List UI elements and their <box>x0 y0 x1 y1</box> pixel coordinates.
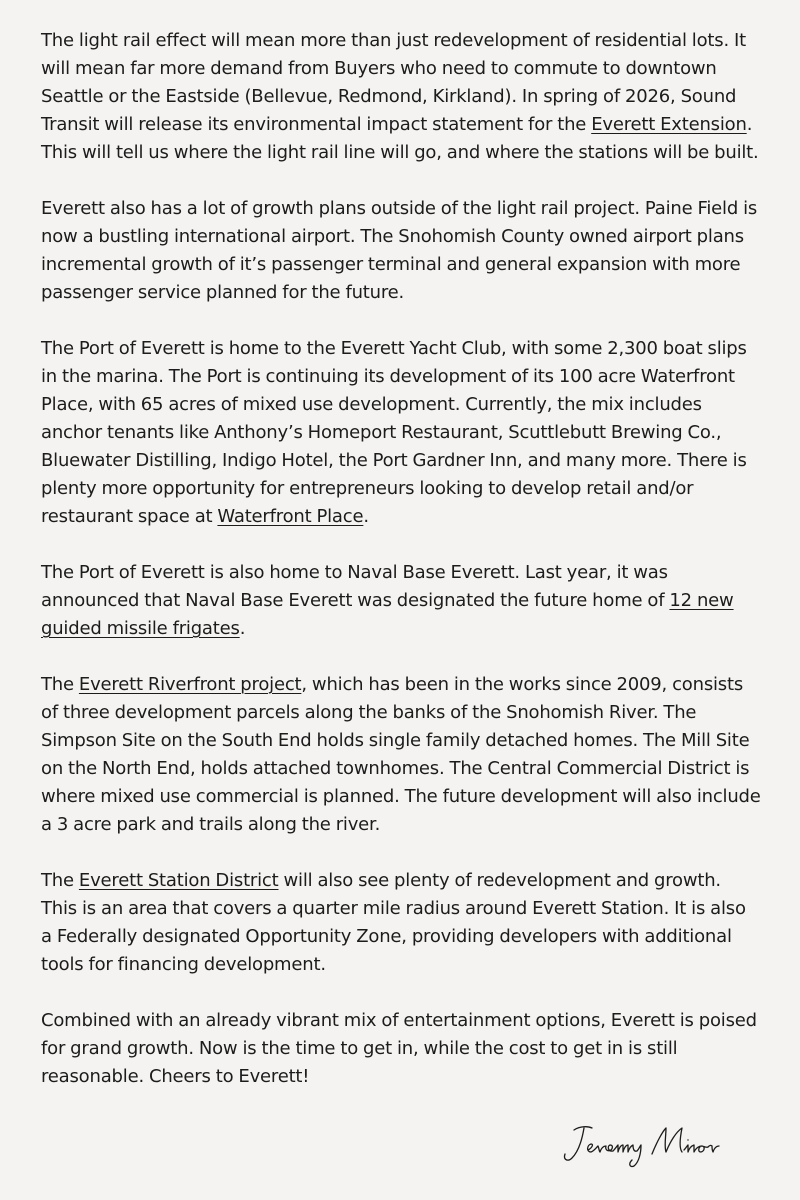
paragraph-naval-base <box>41 559 761 643</box>
paragraph-text: Everett also has a lot of growth plans outside of the light rail project. Paine Field is now a bustling international airport. The Snohomish County owned airport plans incremental growth of it’s passenger terminal and general expansion with more passenger service planned for the future. <box>41 198 758 303</box>
paragraph-text: Combined with an already vibrant mix of entertainment options, Everett is poised for grand growth. Now is the time to get in, while the cost to get in is still reasonable. Cheers to Everett! <box>41 1010 757 1087</box>
paragraph-text: . <box>239 618 246 639</box>
everett-riverfront-project-link[interactable]: Everett Riverfront project <box>78 674 302 695</box>
paragraph-conclusion <box>41 1007 761 1091</box>
paragraph-light-rail <box>41 27 761 167</box>
everett-station-district-link[interactable]: Everett Station District <box>78 870 279 891</box>
guided-missile-frigates-link[interactable]: 12 new guided missile frigates <box>41 590 734 639</box>
paragraph-text: will also see plenty of redevelopment and growth. This is an area that covers a quarter mile radius around Everett Station. It is also a Federally designated Opportunity Zone, providing developers with additional tools for financing development. <box>41 870 746 975</box>
article-body <box>41 27 761 1119</box>
paragraph-text: The Port of Everett is home to the Everett Yacht Club, with some 2,300 boat slips in the marina. The Port is continuing its development of its 100 acre Waterfront Place, with 65 acres of mixed use development. Currently, the mix includes anchor tenants like Anthony’s Homeport Restaurant, Scuttlebutt Brewing Co., Bluewater Distilling, Indigo Hotel, the Port Gardner Inn, and many more. There is plenty more opportunity for entrepreneurs looking to develop retail and/or restaurant space at <box>41 338 747 527</box>
everett-extension-link[interactable]: Everett Extension <box>591 114 747 135</box>
paragraph-paine-field <box>41 195 761 307</box>
paragraph-riverfront <box>41 671 761 839</box>
waterfront-place-link[interactable]: Waterfront Place <box>217 506 364 527</box>
paragraph-text: The <box>41 870 79 891</box>
paragraph-text: The <box>41 674 79 695</box>
paragraph-text: The Port of Everett is also home to Naval Base Everett. Last year, it was announced that Naval Base Everett was designated the future home of <box>41 562 670 611</box>
paragraph-port-of-everett <box>41 335 761 531</box>
paragraph-text: The light rail effect will mean more than just redevelopment of residential lots. It will mean far more demand from Buyers who need to commute to downtown Seattle or the Eastside (Bellevue, Redmond, Kirkland). In spring of 2026, Sound Transit will release its environmental impact statement for the <box>41 30 746 135</box>
paragraph-text: . This will tell us where the light rail line will go, and where the stations will be built. <box>41 114 759 163</box>
paragraph-text: , which has been in the works since 2009, consists of three development parcels along the banks of the Snohomish River. The Simpson Site on the South End holds single family detached homes. The Mill Site on the North End, holds attached townhomes. The Central Commercial District is where mixed use commercial is planned. The future development will also include a 3 acre park and trails along the river. <box>41 674 761 835</box>
paragraph-text: . <box>363 506 369 527</box>
paragraph-station-district <box>41 867 761 979</box>
signature <box>562 1118 742 1174</box>
